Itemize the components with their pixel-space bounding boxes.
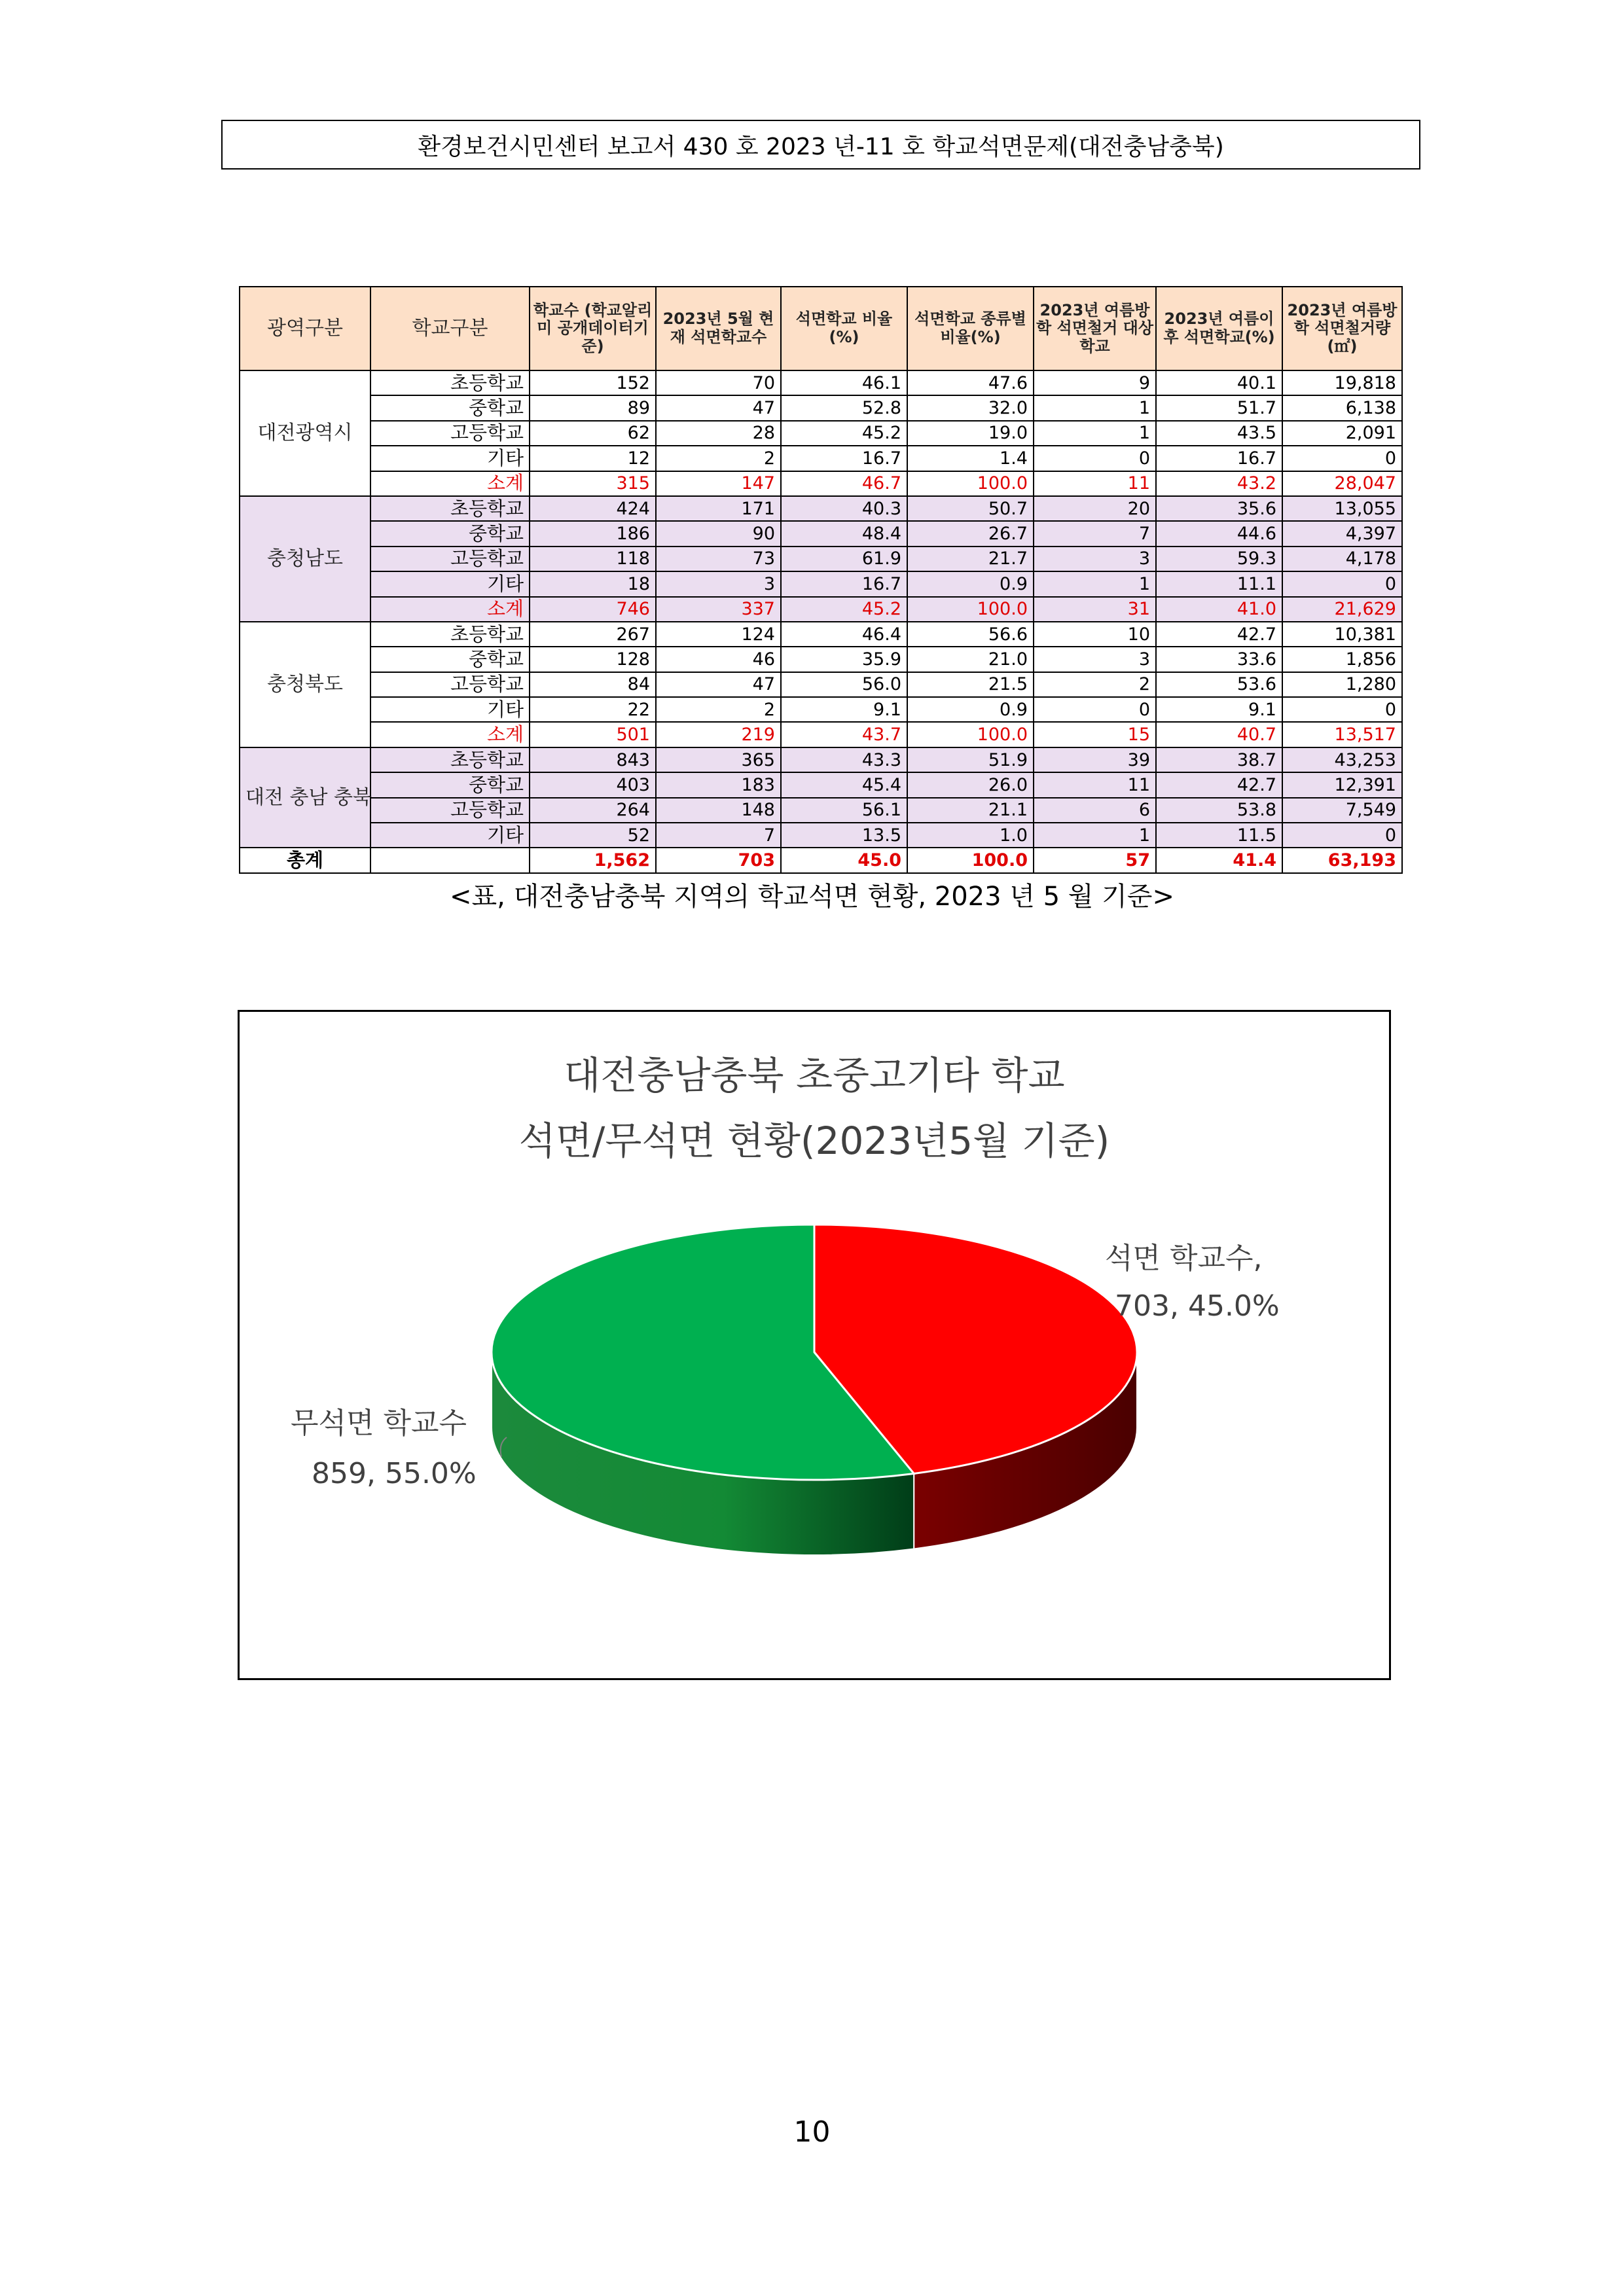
school-type-cell: 중학교 [370, 521, 530, 546]
value-cell: 13,517 [1282, 722, 1402, 747]
value-cell: 33.6 [1156, 647, 1282, 672]
table-row [240, 395, 1402, 420]
total-value-cell: 45.0 [781, 848, 907, 872]
value-cell: 21.1 [907, 798, 1034, 823]
value-cell: 28 [656, 421, 781, 446]
value-cell: 16.7 [781, 446, 907, 471]
value-cell: 46 [656, 647, 781, 672]
value-cell: 61.9 [781, 547, 907, 571]
table-row [240, 622, 1402, 647]
table-row [240, 823, 1402, 848]
value-cell: 0.9 [907, 571, 1034, 596]
value-cell: 152 [530, 370, 656, 395]
value-cell: 38.7 [1156, 747, 1282, 772]
value-cell: 47 [656, 395, 781, 420]
value-cell: 42.7 [1156, 622, 1282, 647]
school-type-cell: 고등학교 [370, 798, 530, 823]
table-row [240, 496, 1402, 521]
header-asbestos-ratio: 석면학교 비율(%) [781, 287, 907, 370]
value-cell: 7,549 [1282, 798, 1402, 823]
value-cell: 21,629 [1282, 597, 1402, 622]
school-type-cell: 고등학교 [370, 547, 530, 571]
value-cell: 0 [1034, 446, 1156, 471]
value-cell: 73 [656, 547, 781, 571]
value-cell: 1.4 [907, 446, 1034, 471]
value-cell: 51.9 [907, 747, 1034, 772]
school-type-cell: 중학교 [370, 647, 530, 672]
value-cell: 26.7 [907, 521, 1034, 546]
value-cell: 15 [1034, 722, 1156, 747]
value-cell: 10 [1034, 622, 1156, 647]
value-cell: 35.9 [781, 647, 907, 672]
table-row [240, 471, 1402, 496]
value-cell: 2 [656, 446, 781, 471]
value-cell: 50.7 [907, 496, 1034, 521]
value-cell: 47 [656, 672, 781, 697]
value-cell: 124 [656, 622, 781, 647]
table-row [240, 597, 1402, 622]
value-cell: 28,047 [1282, 471, 1402, 496]
total-value-cell: 41.4 [1156, 848, 1282, 872]
value-cell: 183 [656, 772, 781, 797]
value-cell: 48.4 [781, 521, 907, 546]
value-cell: 424 [530, 496, 656, 521]
value-cell: 16.7 [1156, 446, 1282, 471]
value-cell: 21.5 [907, 672, 1034, 697]
value-cell: 62 [530, 421, 656, 446]
asbestos-school-table [239, 286, 1403, 874]
value-cell: 45.4 [781, 772, 907, 797]
value-cell: 11 [1034, 772, 1156, 797]
value-cell: 0 [1282, 446, 1402, 471]
header-after-summer: 2023년 여름이후 석면학교(%) [1156, 287, 1282, 370]
table-row [240, 647, 1402, 672]
region-cell: 대전광역시 [240, 370, 370, 496]
asbestos-label-2: 703, 45.0% [1115, 1289, 1280, 1323]
table-row [240, 521, 1402, 546]
school-type-cell: 중학교 [370, 772, 530, 797]
value-cell: 843 [530, 747, 656, 772]
value-cell: 41.0 [1156, 597, 1282, 622]
table-row [240, 772, 1402, 797]
value-cell: 746 [530, 597, 656, 622]
value-cell: 35.6 [1156, 496, 1282, 521]
value-cell: 315 [530, 471, 656, 496]
value-cell: 147 [656, 471, 781, 496]
value-cell: 43.7 [781, 722, 907, 747]
value-cell: 171 [656, 496, 781, 521]
value-cell: 7 [656, 823, 781, 848]
value-cell: 56.0 [781, 672, 907, 697]
chart-title: 대전충남충북 초중고기타 학교 [564, 1053, 1065, 1098]
value-cell: 403 [530, 772, 656, 797]
value-cell: 19.0 [907, 421, 1034, 446]
school-type-cell: 중학교 [370, 395, 530, 420]
value-cell: 7 [1034, 521, 1156, 546]
value-cell: 0 [1034, 697, 1156, 722]
value-cell: 12 [530, 446, 656, 471]
pie-chart [240, 1012, 1389, 1678]
value-cell: 0 [1282, 571, 1402, 596]
table-header-row [240, 287, 1402, 370]
value-cell: 44.6 [1156, 521, 1282, 546]
region-cell: 충청남도 [240, 496, 370, 622]
value-cell: 4,178 [1282, 547, 1402, 571]
value-cell: 53.6 [1156, 672, 1282, 697]
value-cell: 22 [530, 697, 656, 722]
page-number: 10 [793, 2115, 831, 2149]
value-cell: 43.5 [1156, 421, 1282, 446]
value-cell: 11.1 [1156, 571, 1282, 596]
value-cell: 501 [530, 722, 656, 747]
value-cell: 1,856 [1282, 647, 1402, 672]
value-cell: 21.0 [907, 647, 1034, 672]
value-cell: 84 [530, 672, 656, 697]
header-asbestos-count: 2023년 5월 현재 석면학교수 [656, 287, 781, 370]
value-cell: 1 [1034, 823, 1156, 848]
value-cell: 9.1 [781, 697, 907, 722]
table-caption: <표, 대전충남충북 지역의 학교석면 현황, 2023 년 5 월 기준> [450, 882, 1174, 912]
total-row [240, 848, 1402, 872]
header-school-type: 학교구분 [370, 287, 530, 370]
value-cell: 1.0 [907, 823, 1034, 848]
value-cell: 100.0 [907, 471, 1034, 496]
value-cell: 100.0 [907, 722, 1034, 747]
value-cell: 100.0 [907, 597, 1034, 622]
region-cell: 대전 충남 충북 [240, 747, 370, 848]
value-cell: 1,280 [1282, 672, 1402, 697]
value-cell: 42.7 [1156, 772, 1282, 797]
value-cell: 1 [1034, 395, 1156, 420]
value-cell: 70 [656, 370, 781, 395]
school-type-cell: 기타 [370, 823, 530, 848]
value-cell: 40.3 [781, 496, 907, 521]
value-cell: 3 [1034, 647, 1156, 672]
value-cell: 45.2 [781, 421, 907, 446]
value-cell: 21.7 [907, 547, 1034, 571]
school-type-cell: 초등학교 [370, 370, 530, 395]
school-type-cell: 초등학교 [370, 496, 530, 521]
value-cell: 40.1 [1156, 370, 1282, 395]
table-row [240, 798, 1402, 823]
pie-chart-frame [238, 1010, 1391, 1680]
value-cell: 128 [530, 647, 656, 672]
school-type-cell: 소계 [370, 597, 530, 622]
header-removal-target: 2023년 여름방학 석면철거 대상학교 [1034, 287, 1156, 370]
value-cell: 46.1 [781, 370, 907, 395]
total-value-cell: 100.0 [907, 848, 1034, 872]
table-row [240, 747, 1402, 772]
nonasbestos-label-1: 무석면 학교수 [291, 1407, 467, 1440]
value-cell: 47.6 [907, 370, 1034, 395]
value-cell: 267 [530, 622, 656, 647]
school-type-cell: 기타 [370, 571, 530, 596]
value-cell: 11 [1034, 471, 1156, 496]
table-row [240, 722, 1402, 747]
total-value-cell: 703 [656, 848, 781, 872]
value-cell: 13,055 [1282, 496, 1402, 521]
value-cell: 20 [1034, 496, 1156, 521]
value-cell: 45.2 [781, 597, 907, 622]
value-cell: 46.7 [781, 471, 907, 496]
value-cell: 12,391 [1282, 772, 1402, 797]
value-cell: 39 [1034, 747, 1156, 772]
table-row [240, 370, 1402, 395]
value-cell: 3 [656, 571, 781, 596]
value-cell: 16.7 [781, 571, 907, 596]
value-cell: 365 [656, 747, 781, 772]
total-value-cell: 57 [1034, 848, 1156, 872]
school-type-cell: 고등학교 [370, 421, 530, 446]
value-cell: 118 [530, 547, 656, 571]
table-row [240, 421, 1402, 446]
value-cell: 6,138 [1282, 395, 1402, 420]
table-row [240, 547, 1402, 571]
value-cell: 11.5 [1156, 823, 1282, 848]
value-cell: 56.6 [907, 622, 1034, 647]
value-cell: 51.7 [1156, 395, 1282, 420]
table-row [240, 571, 1402, 596]
value-cell: 186 [530, 521, 656, 546]
chart-subtitle: 석면/무석면 현황(2023년5월 기준) [518, 1119, 1110, 1163]
value-cell: 9.1 [1156, 697, 1282, 722]
header-region: 광역구분 [240, 287, 370, 370]
school-type-cell: 소계 [370, 722, 530, 747]
total-label-cell: 총계 [240, 848, 370, 872]
value-cell: 0.9 [907, 697, 1034, 722]
total-value-cell: 1,562 [530, 848, 656, 872]
value-cell: 10,381 [1282, 622, 1402, 647]
value-cell: 1 [1034, 421, 1156, 446]
total-value-cell: 63,193 [1282, 848, 1402, 872]
value-cell: 219 [656, 722, 781, 747]
value-cell: 31 [1034, 597, 1156, 622]
value-cell: 40.7 [1156, 722, 1282, 747]
school-type-cell: 고등학교 [370, 672, 530, 697]
report-header-title: 환경보건시민센터 보고서 430 호 2023 년-11 호 학교석면문제(대전충남충북) [418, 133, 1224, 160]
value-cell: 264 [530, 798, 656, 823]
value-cell: 59.3 [1156, 547, 1282, 571]
value-cell: 26.0 [907, 772, 1034, 797]
header-school-count: 학교수 (학교알리미 공개데이터기준) [530, 287, 656, 370]
value-cell: 43.2 [1156, 471, 1282, 496]
value-cell: 43.3 [781, 747, 907, 772]
school-type-cell: 소계 [370, 471, 530, 496]
value-cell: 52.8 [781, 395, 907, 420]
value-cell: 6 [1034, 798, 1156, 823]
value-cell: 337 [656, 597, 781, 622]
value-cell: 9 [1034, 370, 1156, 395]
table-row [240, 446, 1402, 471]
value-cell: 148 [656, 798, 781, 823]
value-cell: 53.8 [1156, 798, 1282, 823]
value-cell: 32.0 [907, 395, 1034, 420]
school-type-cell: 초등학교 [370, 622, 530, 647]
value-cell: 52 [530, 823, 656, 848]
value-cell: 2 [1034, 672, 1156, 697]
header-removal-area: 2023년 여름방학 석면철거량 (㎡) [1282, 287, 1402, 370]
value-cell: 0 [1282, 697, 1402, 722]
report-header [221, 120, 1420, 170]
total-value-cell [370, 848, 530, 872]
school-type-cell: 초등학교 [370, 747, 530, 772]
asbestos-label-1: 석면 학교수, [1105, 1242, 1263, 1275]
value-cell: 43,253 [1282, 747, 1402, 772]
value-cell: 13.5 [781, 823, 907, 848]
header-type-ratio: 석면학교 종류별 비율(%) [907, 287, 1034, 370]
value-cell: 19,818 [1282, 370, 1402, 395]
value-cell: 90 [656, 521, 781, 546]
nonasbestos-label-2: 859, 55.0% [312, 1457, 477, 1490]
value-cell: 18 [530, 571, 656, 596]
value-cell: 56.1 [781, 798, 907, 823]
table-row [240, 697, 1402, 722]
value-cell: 89 [530, 395, 656, 420]
value-cell: 2 [656, 697, 781, 722]
value-cell: 4,397 [1282, 521, 1402, 546]
table-row [240, 672, 1402, 697]
school-type-cell: 기타 [370, 697, 530, 722]
region-cell: 충청북도 [240, 622, 370, 747]
value-cell: 3 [1034, 547, 1156, 571]
value-cell: 0 [1282, 823, 1402, 848]
value-cell: 2,091 [1282, 421, 1402, 446]
value-cell: 46.4 [781, 622, 907, 647]
school-type-cell: 기타 [370, 446, 530, 471]
value-cell: 1 [1034, 571, 1156, 596]
